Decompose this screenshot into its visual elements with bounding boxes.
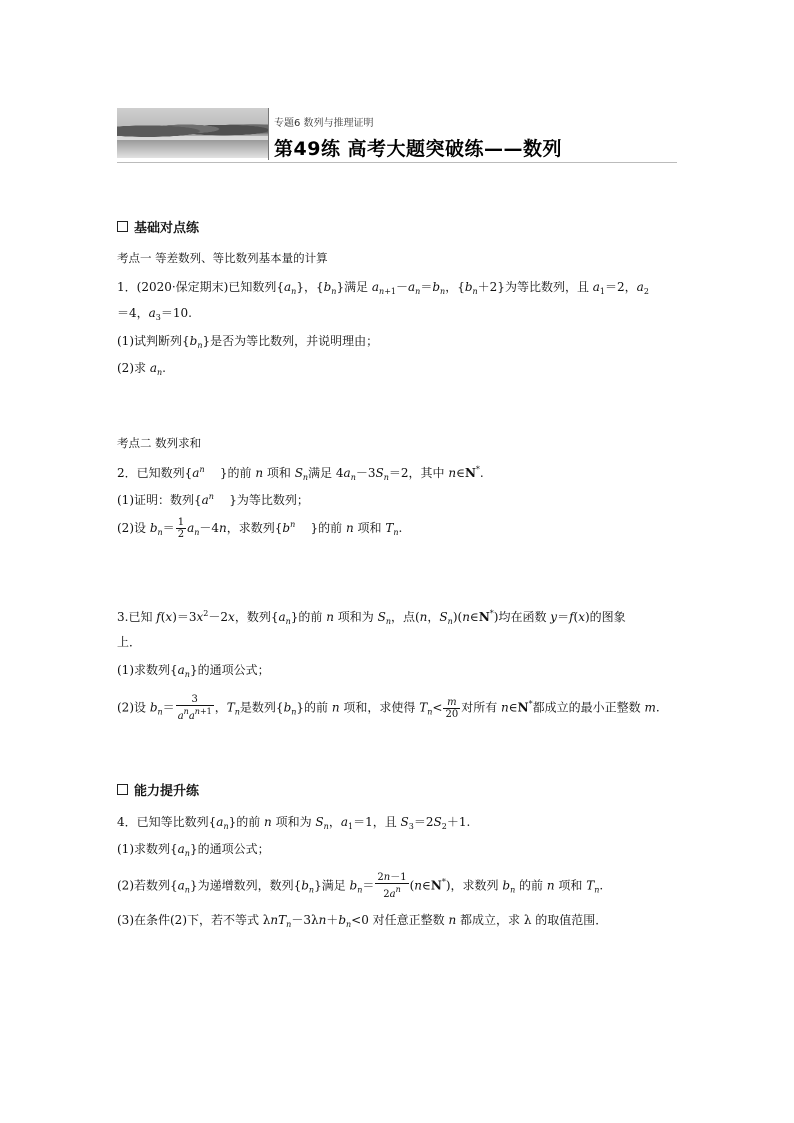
header-rule (117, 162, 677, 163)
checkbox-icon (117, 784, 128, 795)
kaodian-1: 考点一 等差数列、等比数列基本量的计算 (117, 251, 328, 265)
problem-3-line-2: 上． (117, 635, 142, 649)
problem-2-part-1: (1)证明：数列{$a^n$ }为等比数列； (117, 492, 309, 507)
header-divider (268, 108, 269, 160)
problem-1-line-1: 1．(2020·保定期末)已知数列$\{a_n\}$，$\{b_n\}$满足 $a_{n+1}-a_n=b_n$，$\{b_n+2\}$为等比数列，且 $a_1=2$，$a_2$ (117, 280, 649, 296)
problem-4-part-3: (3)在条件(2)下，若不等式 $\lambda nT_n-3\lambda n+b_n<0$ 对任意正整数 n 都成立，求 λ 的取值范围． (117, 913, 608, 929)
problem-1-part-1: (1)试判断列$\{b_n\}$是否为等比数列，并说明理由； (117, 334, 379, 350)
banner-trees (117, 118, 269, 140)
section-advanced (117, 780, 199, 799)
section-basic (117, 217, 199, 236)
problem-3-part-1: (1)求数列$\{a_n\}$的通项公式； (117, 663, 270, 679)
banner-water (117, 140, 269, 158)
section-basic-label: 基础对点练 (134, 221, 200, 236)
problem-4-part-2: (2)若数列$\{a_n\}$为递增数列，数列$\{b_n\}$满足 $b_n=$ $\frac{2n-1}{2a^n}$ (n∈N*)，求数列 $b_n$ 的前 n 项和 $T_n$. (117, 872, 604, 900)
problem-2-part-2: (2)设 $b_n=$ $\frac{1}{2}$ $a_n-4n$，求数列{$b^n$ }的前 n 项和 $T_n$. (117, 517, 403, 540)
page-title: 第49练 高考大题突破练——数列 (274, 138, 563, 160)
problem-3-line-1: 3.已知 $f(x)=3x^2-2x$，数列$\{a_n\}$的前 n 项和为 $S_n$，点(n，$S_n)(n\in N^*)$均在函数 y＝f(x)的图象 (117, 609, 626, 626)
section-advanced-label: 能力提升练 (134, 784, 200, 799)
checkbox-icon (117, 221, 128, 232)
problem-2-line-1: 2．已知数列{$a^n$ }的前 n 项和 $S_n$满足 $4a_n-3S_n=2$，其中 n∈N*. (117, 465, 484, 482)
problem-1-line-2: ＝4，$a_3=10$. (117, 306, 192, 322)
header-banner-image (117, 108, 269, 158)
problem-1-part-2: (2)求 $a_n$. (117, 361, 166, 377)
topic-label: 专题6 数列与推理证明 (274, 118, 374, 129)
problem-3-part-2: (2)设 $b_n=$ $\frac{3}{a^na^{n+1}}$ ，$T_n$是数列$\{b_n\}$的前 n 项和，求使得 $T_n<$ $\frac{m}{20}$ 对所有 n∈N*都成立的最小正整数 m. (117, 694, 660, 722)
problem-4-line-1: 4．已知等比数列$\{a_n\}$的前 n 项和为 $S_n$，$a_1=1$，且 $S_3=2S_2+1$. (117, 815, 471, 831)
problem-4-part-1: (1)求数列$\{a_n\}$的通项公式； (117, 842, 270, 858)
kaodian-2: 考点二 数列求和 (117, 436, 202, 450)
